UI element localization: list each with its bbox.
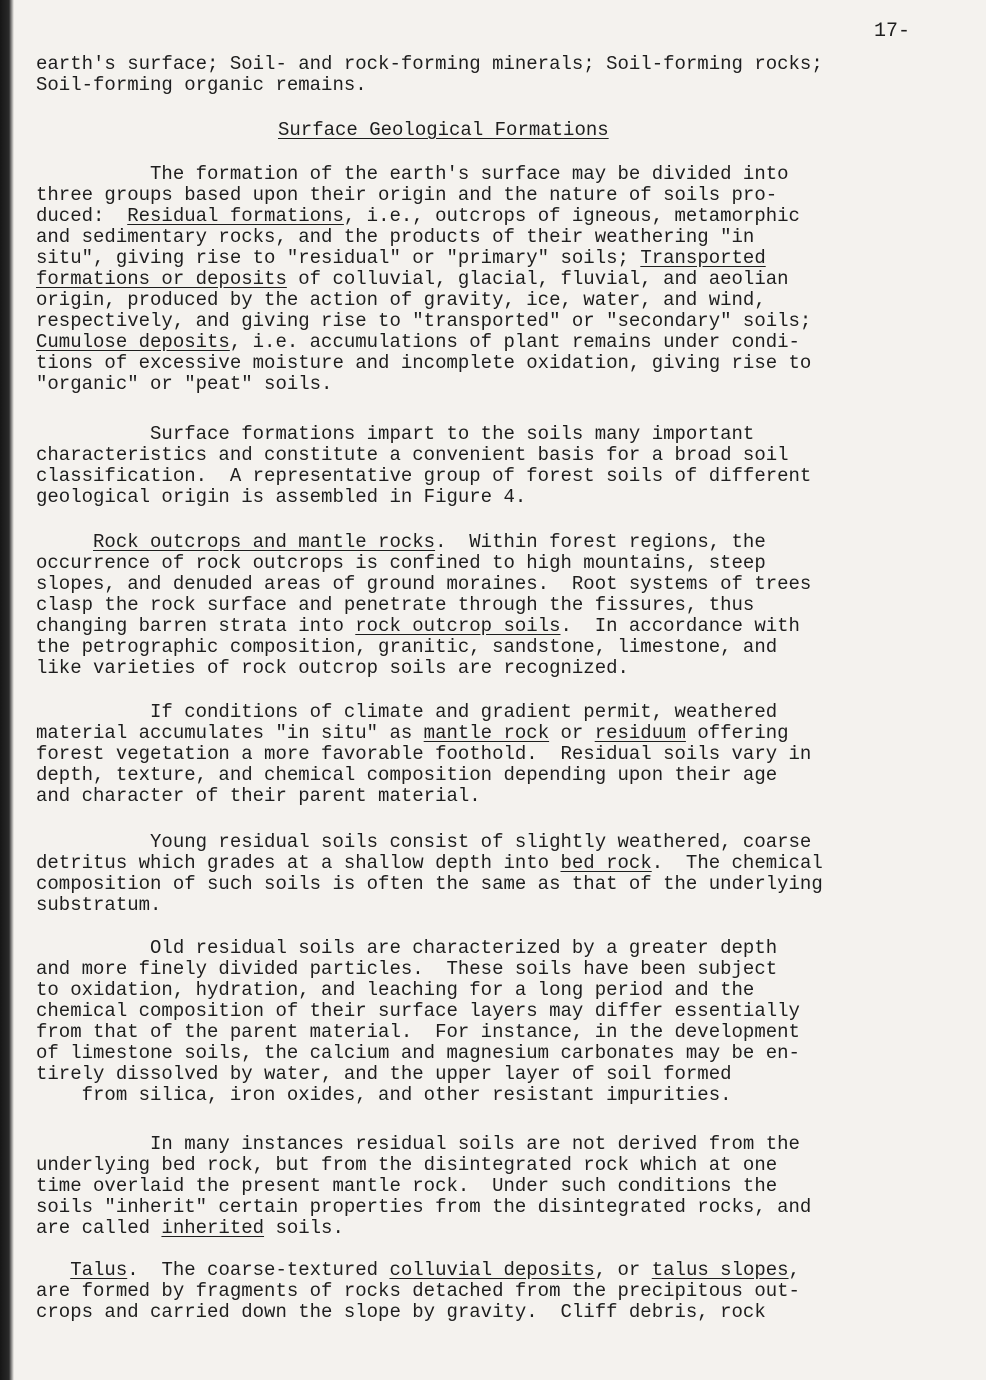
paragraph-old-residual: Old residual soils are characterized by a greater depth and more finely divided particles. These soils have been subject to oxidation, hydration, and leaching for a long period and the chemical composition of their surface layers may differ essentially from that of the parent material. For instance, in the development of limestone soils, the calcium and magnesium carbonates may be en- tirely dissolved by water, and the upper layer of soil formed from silica, iron oxides, and other resistant impurities. (36, 937, 800, 1106)
term-talus: Talus (70, 1259, 128, 1281)
paragraph-mantle-rock: If conditions of climate and gradient permit, weathered material accumulates "in situ" as mantle rock or residuum offering forest vegetation a more favorable foothold. Residual soils vary in depth, texture, and chemical composition depending upon their age and character of their parent material. (36, 701, 812, 807)
page-number: 17- (873, 20, 910, 43)
scan-edge-shadow (0, 0, 14, 1380)
paragraph-rock-outcrops: Rock outcrops and mantle rocks. Within forest regions, the occurrence of rock outcrops is confined to high mountains, steep slopes, and denuded areas of ground moraines. Root systems of trees clasp the rock surface and penetrate through the fissures, thus changing barren strata into rock outcrop soils. In accordance with the petrographic composition, granitic, sandstone, limestone, and like varieties of rock outcrop soils are recognized. (36, 531, 812, 679)
term-formations-or-deposits: formations or deposits (36, 268, 287, 290)
term-residual-formations: Residual formations (127, 205, 344, 227)
term-bed-rock: bed rock (560, 852, 652, 874)
term-inherited: inherited (161, 1217, 265, 1239)
section-heading: Surface Geological Formations (278, 119, 609, 141)
paragraph-young-residual: Young residual soils consist of slightly weathered, coarse detritus which grades at a shallow depth into bed rock. The chemical composition of such soils is often the same as that of the underlying substratum. (36, 831, 823, 916)
term-cumulose-deposits: Cumulose deposits (36, 331, 230, 353)
term-mantle-rock: mantle rock (423, 722, 550, 744)
term-rock-outcrop-soils: rock outcrop soils (355, 615, 561, 637)
term-transported: Transported (640, 247, 766, 269)
paragraph-talus: Talus. The coarse-textured colluvial deposits, or talus slopes, are formed by fragments of rocks detached from the precipitous out- crops and carried down the slope by gravity. Cliff debris, rock (36, 1259, 800, 1323)
term-talus-slopes: talus slopes (651, 1259, 789, 1281)
paragraph-inherited-soils: In many instances residual soils are not derived from the underlying bed rock, but from the disintegrated rock which at one time overlaid the present mantle rock. Under such conditions the soils "inherit" certain properties from the disintegrated rocks, and are called inherited soils. (36, 1133, 812, 1239)
term-colluvial-deposits: colluvial deposits (389, 1259, 595, 1281)
intro-text: earth's surface; Soil- and rock-forming minerals; Soil-forming rocks; Soil-forming organic remains. (36, 53, 823, 96)
paragraph-surface-formations: The formation of the earth's surface may be divided into three groups based upon their origin and the nature of soils pro- duced: Residual formations, i.e., outcrops of igneous, metamorphic and sedimentary rocks, and the products of their weathering "in situ", giving rise to "residual" or "primary" soils; Transported formations or deposits of colluvial, glacial, fluvial, and aeolian origin, produced by the action of gravity, ice, water, and wind, respectively, and giving rise to "transported" or "secondary" soils; Cumulose deposits, i.e. accumulations of plant remains under condi- tions of excessive moisture and incomplete oxidation, giving rise to "organic" or "peat" soils. (36, 163, 812, 395)
term-rock-outcrops-mantle-rocks: Rock outcrops and mantle rocks (93, 531, 436, 553)
paragraph-classification: Surface formations impart to the soils many important characteristics and constitute a convenient basis for a broad soil classification. A representative group of forest soils of different geological origin is assembled in Figure 4. (36, 423, 812, 508)
term-residuum: residuum (594, 722, 686, 744)
